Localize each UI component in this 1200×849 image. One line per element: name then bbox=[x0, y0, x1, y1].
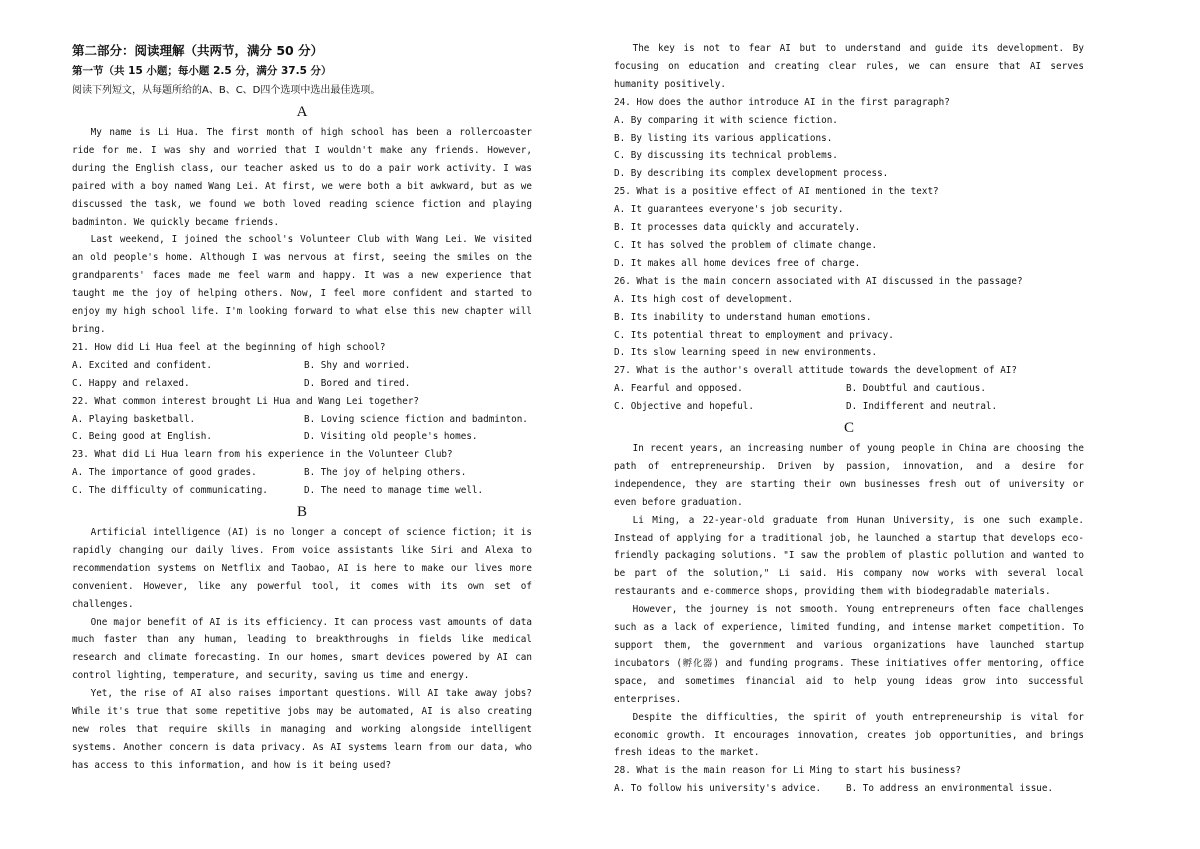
passage-b-continued bbox=[614, 40, 1084, 416]
passage-c bbox=[614, 440, 1084, 798]
passage-b-label: B bbox=[296, 504, 307, 521]
question-23-options-row1 bbox=[72, 464, 532, 482]
option: D. By describing its complex development process. bbox=[614, 168, 889, 180]
option: C. It has solved the problem of climate change. bbox=[614, 239, 878, 251]
option: D. Its slow learning speed in new environments. bbox=[614, 347, 878, 359]
passage-c-paragraph-2: Li Ming, a 22-year-old graduate from Hunan University, is one such example. Instead of applying for a traditional job, he launched a startup that develops eco-friendly packaging solutions. "I saw the problem of plastic pollution and wanted to be part of the solution," Li said. His company now works with several local restaurants and e-commerce shops, providing them with biodegradable materials. bbox=[614, 514, 1084, 598]
question-21-options-row2 bbox=[72, 375, 532, 393]
option: C. By discussing its technical problems. bbox=[614, 150, 838, 162]
passage-b-paragraph-1: Artificial intelligence (AI) is no longer a concept of science fiction; it is rapidly changing our daily lives. From voice assistants like Siri and Alexa to recommendation systems on Netflix and Taobao, AI is here to make our lives more convenient. However, like any powerful tool, it comes with its own set of challenges. bbox=[72, 527, 532, 610]
instruction: 阅读下列短文，从每题所给的A、B、C、D四个选项中选出最佳选项。 bbox=[72, 85, 381, 96]
passage-b-paragraph-4: The key is not to fear AI but to understand and guide its development. By focusing on education and creating clear rules, we can ensure that AI serves humanity positively. bbox=[614, 43, 1084, 90]
option: A. Fearful and opposed. bbox=[614, 383, 743, 395]
question-22-options-row1 bbox=[72, 411, 532, 429]
option: B. By listing its various applications. bbox=[614, 132, 833, 144]
option: B. Its inability to understand human emotions. bbox=[614, 311, 872, 323]
question-27-options-row1 bbox=[614, 380, 1084, 398]
option: B. Doubtful and cautious. bbox=[846, 383, 986, 395]
section1-title: 第一节（共 15 小题；每小题 2.5 分，满分 37.5 分） bbox=[72, 65, 332, 77]
passage-a-paragraph-2: Last weekend, I joined the school's Volunteer Club with Wang Lei. We visited an old people's home. Although I was nervous at first, seeing the smiles on the grandparents' faces made me feel warm and happy. It was a new experience that taught me the joy of helping others. Now, I feel more confident and started to enjoy my high school life. I'm looking forward to what else this new chapter will bring. bbox=[72, 234, 532, 335]
question-21-options-row1 bbox=[72, 357, 532, 375]
option: A. To follow his university's advice. bbox=[614, 783, 822, 795]
option: B. The joy of helping others. bbox=[304, 467, 467, 479]
left-column bbox=[72, 40, 532, 775]
option: C. The difficulty of communicating. bbox=[72, 485, 268, 497]
option: C. Being good at English. bbox=[72, 431, 212, 443]
option: B. Shy and worried. bbox=[304, 359, 411, 371]
passage-b-paragraph-3: Yet, the rise of AI also raises important questions. Will AI take away jobs? While it's true that some repetitive jobs may be automated, AI is also creating new roles that require skills in managing and working alongside intelligent systems. Another concern is data privacy. As AI systems learn from our data, who has access to this information, and how is it being used? bbox=[72, 688, 532, 771]
question-23-options-row2 bbox=[72, 482, 532, 500]
passage-a-paragraph-1: My name is Li Hua. The first month of high school has been a rollercoaster ride for me. I was shy and worried that I wouldn't make any friends. However, during the English class, our teacher asked us to do a pair work activity. I was paired with a boy named Wang Lei. At first, we were both a bit awkward, but as we discussed the task, we found we both loved reading science fiction and playing badminton. We quickly became friends. bbox=[72, 127, 532, 228]
passage-c-paragraph-1: In recent years, an increasing number of young people in China are choosing the path of entrepreneurship. Driven by passion, innovation, and a desire for independence, they are starting their own businesses fresh out of university or even before graduation. bbox=[614, 443, 1084, 508]
option: D. Bored and tired. bbox=[304, 377, 411, 389]
passage-b bbox=[72, 524, 532, 775]
option: D. The need to manage time well. bbox=[304, 485, 484, 497]
question-22: 22. What common interest brought Li Hua and Wang Lei together? bbox=[72, 395, 420, 407]
passage-a-label: A bbox=[296, 104, 308, 120]
option: A. By comparing it with science fiction. bbox=[614, 114, 838, 126]
question-25: 25. What is a positive effect of AI mentioned in the text? bbox=[614, 186, 939, 198]
option: D. Indifferent and neutral. bbox=[846, 401, 998, 413]
part-title: 第二部分：阅读理解（共两节，满分 50 分） bbox=[72, 43, 324, 58]
question-26: 26. What is the main concern associated with AI discussed in the passage? bbox=[614, 275, 1023, 287]
option: A. Excited and confident. bbox=[72, 359, 212, 371]
question-28: 28. What is the main reason for Li Ming to start his business? bbox=[614, 765, 962, 777]
question-27: 27. What is the author's overall attitude towards the development of AI? bbox=[614, 365, 1017, 377]
option: A. Playing basketball. bbox=[72, 413, 196, 425]
option: B. It processes data quickly and accurately. bbox=[614, 222, 861, 234]
question-24: 24. How does the author introduce AI in the first paragraph? bbox=[614, 96, 950, 108]
question-22-options-row2 bbox=[72, 428, 532, 446]
option: D. It makes all home devices free of charge. bbox=[614, 257, 861, 269]
option: B. Loving science fiction and badminton. bbox=[304, 413, 528, 425]
option: A. Its high cost of development. bbox=[614, 293, 794, 305]
question-23: 23. What did Li Hua learn from his experience in the Volunteer Club? bbox=[72, 449, 453, 461]
question-28-options-row1 bbox=[614, 780, 1084, 798]
passage-a bbox=[72, 124, 532, 500]
option: A. The importance of good grades. bbox=[72, 467, 257, 479]
question-27-options-row2 bbox=[614, 398, 1084, 416]
option: C. Objective and hopeful. bbox=[614, 401, 754, 413]
option: C. Its potential threat to employment and privacy. bbox=[614, 329, 894, 341]
option: A. It guarantees everyone's job security. bbox=[614, 204, 844, 216]
passage-c-paragraph-3: However, the journey is not smooth. Young entrepreneurs often face challenges such as a lack of experience, limited funding, and intense market competition. To support them, the government and various organizations have launched startup incubators (孵化器) and funding programs. These initiatives offer mentoring, office space, and sometimes financial aid to help young ideas grow into successful enterprises. bbox=[614, 604, 1084, 705]
passage-c-label: C bbox=[843, 420, 854, 437]
option: D. Visiting old people's homes. bbox=[304, 431, 478, 443]
passage-c-paragraph-4: Despite the difficulties, the spirit of youth entrepreneurship is vital for economic growth. It encourages innovation, creates job opportunities, and brings fresh ideas to the market. bbox=[614, 711, 1084, 759]
option: C. Happy and relaxed. bbox=[72, 377, 190, 389]
right-column bbox=[614, 40, 1084, 798]
passage-b-paragraph-2: One major benefit of AI is its efficiency. It can process vast amounts of data much faster than any human, leading to breakthroughs in fields like medical research and climate forecasting. In our homes, smart devices powered by AI can control lighting, temperature, and security, saving us time and energy. bbox=[72, 616, 532, 682]
option: B. To address an environmental issue. bbox=[846, 783, 1054, 795]
question-21: 21. How did Li Hua feel at the beginning of high school? bbox=[72, 341, 386, 353]
